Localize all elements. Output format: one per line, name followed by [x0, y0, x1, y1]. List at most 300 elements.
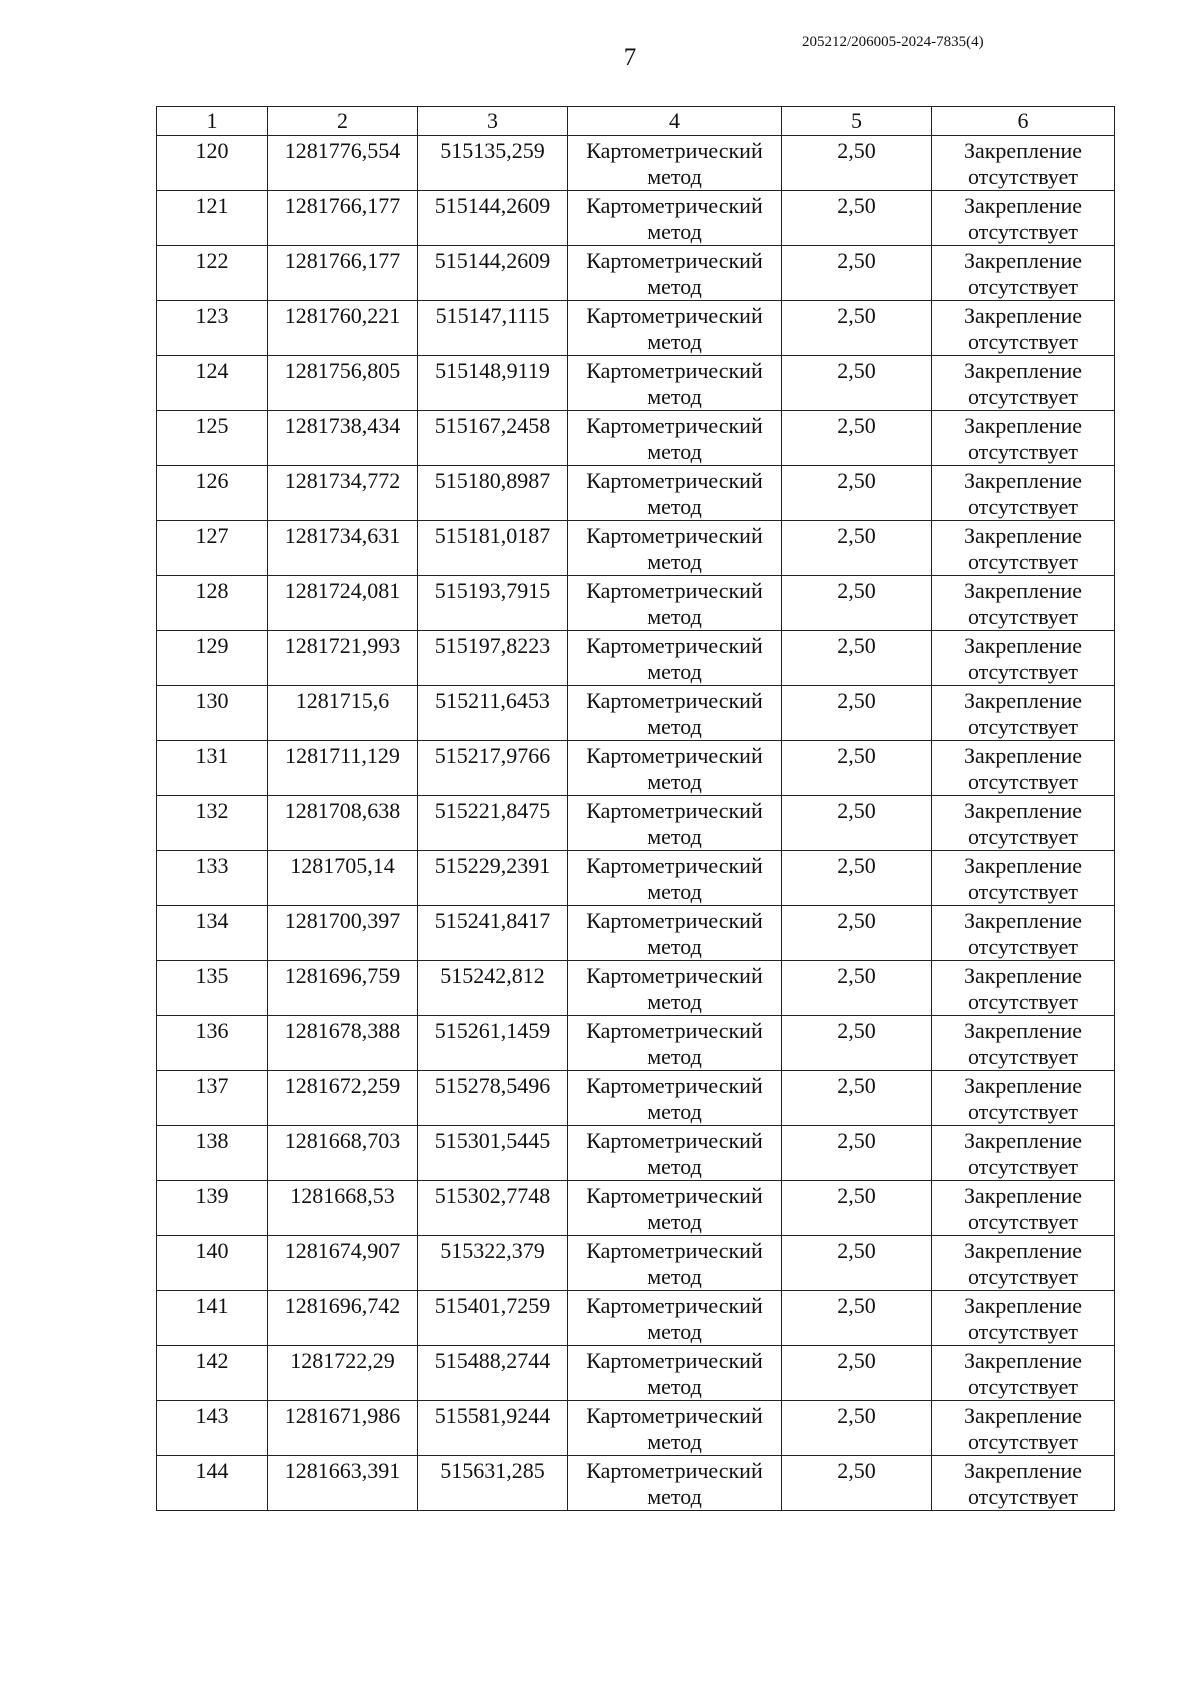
y-coordinate-text: 515167,2458 [434, 413, 551, 438]
method-text: Картометрический [586, 633, 763, 658]
fixation-text: отсутствует [967, 604, 1079, 629]
y-coordinate-text: 515278,5496 [434, 1073, 551, 1098]
table-row [157, 1071, 1115, 1126]
accuracy-cell [782, 961, 932, 1016]
table-body [157, 136, 1115, 1511]
accuracy-text: 2,50 [837, 798, 876, 823]
x-coordinate-cell [268, 1456, 418, 1511]
method-text: Картометрический [586, 963, 763, 988]
accuracy-cell [782, 246, 932, 301]
fixation-text: Закрепление [963, 963, 1083, 988]
point-number-cell [157, 851, 268, 906]
y-coordinate-text: 515193,7915 [434, 578, 551, 603]
method-cell [568, 1401, 782, 1456]
fixation-cell [932, 796, 1115, 851]
table-row [157, 356, 1115, 411]
fixation-text: отсутствует [967, 274, 1079, 299]
method-text: Картометрический [586, 853, 763, 878]
method-cell [568, 1346, 782, 1401]
accuracy-cell [782, 741, 932, 796]
x-coordinate-cell [268, 851, 418, 906]
fixation-text: Закрепление [963, 193, 1083, 218]
method-text: метод [647, 1319, 702, 1344]
x-coordinate-text: 1281734,772 [284, 468, 401, 493]
accuracy-cell [782, 1016, 932, 1071]
y-coordinate-cell [418, 301, 568, 356]
accuracy-cell [782, 1236, 932, 1291]
fixation-cell [932, 356, 1115, 411]
method-text: Картометрический [586, 1403, 763, 1428]
accuracy-text: 2,50 [837, 633, 876, 658]
x-coordinate-cell [268, 246, 418, 301]
y-coordinate-cell [418, 1181, 568, 1236]
x-coordinate-cell [268, 466, 418, 521]
table-row [157, 851, 1115, 906]
table-row [157, 1456, 1115, 1511]
x-coordinate-text: 1281671,986 [284, 1403, 401, 1428]
y-coordinate-cell [418, 906, 568, 961]
fixation-text: отсутствует [967, 934, 1079, 959]
method-text: метод [647, 164, 702, 189]
column-header: 2 [268, 107, 418, 136]
table-row [157, 1346, 1115, 1401]
table-row [157, 136, 1115, 191]
x-coordinate-cell [268, 796, 418, 851]
table-row [157, 1126, 1115, 1181]
point-number-text: 144 [195, 1458, 229, 1483]
fixation-cell [932, 851, 1115, 906]
table-header-row [157, 107, 1115, 136]
fixation-text: отсутствует [967, 329, 1079, 354]
x-coordinate-cell [268, 1346, 418, 1401]
method-cell [568, 1071, 782, 1126]
fixation-text: отсутствует [967, 989, 1079, 1014]
y-coordinate-text: 515147,1115 [435, 303, 550, 328]
point-number-cell [157, 356, 268, 411]
table-row [157, 466, 1115, 521]
method-cell [568, 521, 782, 576]
accuracy-cell [782, 1181, 932, 1236]
fixation-text: отсутствует [967, 219, 1079, 244]
y-coordinate-text: 515302,7748 [434, 1183, 551, 1208]
y-coordinate-cell [418, 1126, 568, 1181]
x-coordinate-cell [268, 191, 418, 246]
table-row [157, 246, 1115, 301]
method-text: Картометрический [586, 413, 763, 438]
fixation-text: Закрепление [963, 138, 1083, 163]
method-cell [568, 191, 782, 246]
point-number-text: 123 [195, 303, 229, 328]
x-coordinate-cell [268, 686, 418, 741]
point-number-cell [157, 1181, 268, 1236]
method-text: Картометрический [586, 743, 763, 768]
method-cell [568, 1291, 782, 1346]
x-coordinate-text: 1281721,993 [284, 633, 401, 658]
column-header: 4 [568, 107, 782, 136]
fixation-text: отсутствует [967, 1319, 1079, 1344]
y-coordinate-cell [418, 851, 568, 906]
y-coordinate-text: 515135,259 [440, 138, 545, 163]
method-text: Картометрический [586, 798, 763, 823]
fixation-text: Закрепление [963, 633, 1083, 658]
method-text: метод [647, 769, 702, 794]
x-coordinate-text: 1281708,638 [284, 798, 401, 823]
accuracy-cell [782, 631, 932, 686]
y-coordinate-text: 515488,2744 [434, 1348, 551, 1373]
method-text: метод [647, 274, 702, 299]
point-number-cell [157, 136, 268, 191]
y-coordinate-cell [418, 686, 568, 741]
fixation-text: отсутствует [967, 164, 1079, 189]
fixation-text: Закрепление [963, 413, 1083, 438]
fixation-text: отсутствует [967, 714, 1079, 739]
accuracy-cell [782, 1071, 932, 1126]
fixation-text: Закрепление [963, 1403, 1083, 1428]
point-number-cell [157, 1291, 268, 1346]
fixation-cell [932, 1181, 1115, 1236]
point-number-cell [157, 796, 268, 851]
method-cell [568, 576, 782, 631]
x-coordinate-text: 1281724,081 [284, 578, 401, 603]
point-number-text: 140 [195, 1238, 229, 1263]
method-text: метод [647, 1264, 702, 1289]
fixation-cell [932, 1016, 1115, 1071]
fixation-text: отсутствует [967, 549, 1079, 574]
method-text: метод [647, 384, 702, 409]
y-coordinate-text: 515261,1459 [434, 1018, 551, 1043]
accuracy-cell [782, 1126, 932, 1181]
table-row [157, 576, 1115, 631]
method-text: Картометрический [586, 1128, 763, 1153]
point-number-text: 124 [195, 358, 229, 383]
fixation-text: Закрепление [963, 743, 1083, 768]
column-header: 3 [418, 107, 568, 136]
fixation-text: Закрепление [963, 688, 1083, 713]
table-row [157, 1181, 1115, 1236]
fixation-text: Закрепление [963, 468, 1083, 493]
accuracy-cell [782, 796, 932, 851]
y-coordinate-cell [418, 411, 568, 466]
x-coordinate-text: 1281663,391 [284, 1458, 401, 1483]
y-coordinate-cell [418, 1071, 568, 1126]
x-coordinate-cell [268, 136, 418, 191]
fixation-text: Закрепление [963, 358, 1083, 383]
method-cell [568, 906, 782, 961]
method-text: Картометрический [586, 1183, 763, 1208]
y-coordinate-cell [418, 246, 568, 301]
y-coordinate-text: 515144,2609 [434, 193, 551, 218]
x-coordinate-text: 1281738,434 [284, 413, 401, 438]
method-cell [568, 1456, 782, 1511]
method-text: метод [647, 989, 702, 1014]
fixation-text: отсутствует [967, 1099, 1079, 1124]
accuracy-text: 2,50 [837, 358, 876, 383]
y-coordinate-cell [418, 1291, 568, 1346]
x-coordinate-text: 1281734,631 [284, 523, 401, 548]
fixation-cell [932, 576, 1115, 631]
x-coordinate-cell [268, 1071, 418, 1126]
accuracy-text: 2,50 [837, 1183, 876, 1208]
table-row [157, 686, 1115, 741]
point-number-cell [157, 411, 268, 466]
column-header: 5 [782, 107, 932, 136]
fixation-cell [932, 741, 1115, 796]
y-coordinate-text: 515211,6453 [435, 688, 550, 713]
accuracy-text: 2,50 [837, 523, 876, 548]
fixation-cell [932, 631, 1115, 686]
fixation-text: отсутствует [967, 494, 1079, 519]
method-text: метод [647, 934, 702, 959]
x-coordinate-cell [268, 356, 418, 411]
table-row [157, 961, 1115, 1016]
accuracy-cell [782, 411, 932, 466]
point-number-text: 134 [195, 908, 229, 933]
fixation-cell [932, 1071, 1115, 1126]
x-coordinate-cell [268, 411, 418, 466]
accuracy-text: 2,50 [837, 1348, 876, 1373]
point-number-cell [157, 576, 268, 631]
accuracy-text: 2,50 [837, 688, 876, 713]
fixation-text: Закрепление [963, 1238, 1083, 1263]
accuracy-cell [782, 191, 932, 246]
y-coordinate-text: 515148,9119 [435, 358, 550, 383]
method-text: Картометрический [586, 138, 763, 163]
fixation-text: Закрепление [963, 1128, 1083, 1153]
accuracy-cell [782, 851, 932, 906]
fixation-text: отсутствует [967, 1044, 1079, 1069]
table-row [157, 301, 1115, 356]
fixation-cell [932, 1401, 1115, 1456]
x-coordinate-text: 1281766,177 [284, 248, 401, 273]
x-coordinate-text: 1281711,129 [285, 743, 400, 768]
accuracy-text: 2,50 [837, 1073, 876, 1098]
accuracy-cell [782, 686, 932, 741]
table-row [157, 191, 1115, 246]
accuracy-text: 2,50 [837, 1403, 876, 1428]
x-coordinate-cell [268, 961, 418, 1016]
point-number-cell [157, 1071, 268, 1126]
column-header: 1 [157, 107, 268, 136]
method-text: метод [647, 1209, 702, 1234]
method-cell [568, 136, 782, 191]
y-coordinate-text: 515217,9766 [434, 743, 551, 768]
accuracy-text: 2,50 [837, 908, 876, 933]
accuracy-text: 2,50 [837, 963, 876, 988]
method-cell [568, 246, 782, 301]
x-coordinate-text: 1281672,259 [284, 1073, 401, 1098]
y-coordinate-text: 515221,8475 [434, 798, 551, 823]
x-coordinate-cell [268, 301, 418, 356]
accuracy-text: 2,50 [837, 1458, 876, 1483]
method-text: Картометрический [586, 1238, 763, 1263]
fixation-text: Закрепление [963, 1073, 1083, 1098]
y-coordinate-text: 515581,9244 [434, 1403, 551, 1428]
point-number-text: 141 [195, 1293, 229, 1318]
page-number: 7 [623, 44, 637, 71]
method-text: метод [647, 1154, 702, 1179]
fixation-cell [932, 466, 1115, 521]
method-text: метод [647, 1099, 702, 1124]
point-number-cell [157, 191, 268, 246]
x-coordinate-cell [268, 1291, 418, 1346]
x-coordinate-cell [268, 906, 418, 961]
fixation-text: Закрепление [963, 908, 1083, 933]
x-coordinate-cell [268, 576, 418, 631]
point-number-text: 127 [195, 523, 229, 548]
x-coordinate-text: 1281678,388 [284, 1018, 401, 1043]
method-text: метод [647, 329, 702, 354]
accuracy-cell [782, 466, 932, 521]
fixation-cell [932, 191, 1115, 246]
table-row [157, 741, 1115, 796]
y-coordinate-cell [418, 521, 568, 576]
point-number-text: 121 [195, 193, 229, 218]
method-text: Картометрический [586, 1018, 763, 1043]
x-coordinate-cell [268, 1016, 418, 1071]
accuracy-text: 2,50 [837, 743, 876, 768]
fixation-cell [932, 1456, 1115, 1511]
fixation-cell [932, 686, 1115, 741]
table-row [157, 1291, 1115, 1346]
point-number-text: 138 [195, 1128, 229, 1153]
point-number-cell [157, 521, 268, 576]
y-coordinate-cell [418, 136, 568, 191]
method-text: метод [647, 1429, 702, 1454]
method-text: метод [647, 1044, 702, 1069]
y-coordinate-text: 515144,2609 [434, 248, 551, 273]
method-text: метод [647, 659, 702, 684]
method-text: метод [647, 714, 702, 739]
y-coordinate-text: 515401,7259 [434, 1293, 551, 1318]
point-number-text: 137 [195, 1073, 229, 1098]
method-cell [568, 631, 782, 686]
method-text: Картометрический [586, 908, 763, 933]
y-coordinate-cell [418, 1401, 568, 1456]
point-number-cell [157, 686, 268, 741]
method-text: метод [647, 824, 702, 849]
fixation-text: отсутствует [967, 1429, 1079, 1454]
method-text: Картометрический [586, 303, 763, 328]
y-coordinate-text: 515301,5445 [434, 1128, 551, 1153]
y-coordinate-cell [418, 1236, 568, 1291]
method-text: метод [647, 439, 702, 464]
accuracy-text: 2,50 [837, 853, 876, 878]
table-row [157, 796, 1115, 851]
fixation-text: Закрепление [963, 578, 1083, 603]
x-coordinate-cell [268, 741, 418, 796]
fixation-cell [932, 906, 1115, 961]
point-number-text: 129 [195, 633, 229, 658]
y-coordinate-text: 515181,0187 [434, 523, 551, 548]
point-number-text: 132 [195, 798, 229, 823]
fixation-text: отсутствует [967, 1264, 1079, 1289]
point-number-cell [157, 246, 268, 301]
fixation-text: Закрепление [963, 1183, 1083, 1208]
method-text: Картометрический [586, 193, 763, 218]
fixation-text: отсутствует [967, 1154, 1079, 1179]
fixation-cell [932, 1346, 1115, 1401]
y-coordinate-text: 515197,8223 [434, 633, 551, 658]
fixation-cell [932, 1236, 1115, 1291]
accuracy-cell [782, 1456, 932, 1511]
fixation-text: отсутствует [967, 824, 1079, 849]
point-number-text: 125 [195, 413, 229, 438]
method-text: Картометрический [586, 523, 763, 548]
method-cell [568, 1181, 782, 1236]
fixation-text: Закрепление [963, 1348, 1083, 1373]
fixation-text: отсутствует [967, 1484, 1079, 1509]
y-coordinate-cell [418, 961, 568, 1016]
y-coordinate-cell [418, 741, 568, 796]
accuracy-text: 2,50 [837, 1293, 876, 1318]
fixation-cell [932, 136, 1115, 191]
fixation-text: отсутствует [967, 1209, 1079, 1234]
accuracy-cell [782, 136, 932, 191]
x-coordinate-cell [268, 1236, 418, 1291]
method-text: метод [647, 494, 702, 519]
x-coordinate-text: 1281776,554 [284, 138, 401, 163]
y-coordinate-text: 515180,8987 [434, 468, 551, 493]
accuracy-text: 2,50 [837, 1238, 876, 1263]
point-number-text: 120 [195, 138, 229, 163]
method-cell [568, 1016, 782, 1071]
method-text: Картометрический [586, 578, 763, 603]
accuracy-cell [782, 576, 932, 631]
point-number-cell [157, 301, 268, 356]
fixation-text: отсутствует [967, 879, 1079, 904]
method-cell [568, 466, 782, 521]
x-coordinate-text: 1281668,53 [290, 1183, 395, 1208]
fixation-text: Закрепление [963, 1293, 1083, 1318]
x-coordinate-text: 1281696,742 [284, 1293, 401, 1318]
x-coordinate-text: 1281674,907 [284, 1238, 401, 1263]
fixation-cell [932, 301, 1115, 356]
x-coordinate-text: 1281700,397 [284, 908, 401, 933]
document-id: 205212/206005-2024-7835(4) [802, 34, 984, 50]
y-coordinate-cell [418, 796, 568, 851]
point-number-cell [157, 1126, 268, 1181]
y-coordinate-text: 515322,379 [440, 1238, 545, 1263]
fixation-cell [932, 521, 1115, 576]
fixation-text: Закрепление [963, 248, 1083, 273]
y-coordinate-cell [418, 1346, 568, 1401]
point-number-cell [157, 466, 268, 521]
point-number-text: 133 [195, 853, 229, 878]
table-row [157, 906, 1115, 961]
x-coordinate-text: 1281756,805 [284, 358, 401, 383]
point-number-cell [157, 1016, 268, 1071]
method-cell [568, 961, 782, 1016]
table-row [157, 1016, 1115, 1071]
accuracy-text: 2,50 [837, 248, 876, 273]
fixation-cell [932, 411, 1115, 466]
fixation-text: отсутствует [967, 1374, 1079, 1399]
y-coordinate-text: 515229,2391 [434, 853, 551, 878]
accuracy-text: 2,50 [837, 193, 876, 218]
y-coordinate-cell [418, 631, 568, 686]
table-row [157, 411, 1115, 466]
accuracy-text: 2,50 [837, 138, 876, 163]
fixation-cell [932, 961, 1115, 1016]
y-coordinate-cell [418, 576, 568, 631]
x-coordinate-text: 1281766,177 [284, 193, 401, 218]
method-cell [568, 356, 782, 411]
accuracy-cell [782, 1346, 932, 1401]
fixation-text: Закрепление [963, 1458, 1083, 1483]
method-text: Картометрический [586, 1293, 763, 1318]
fixation-text: отсутствует [967, 769, 1079, 794]
method-text: Картометрический [586, 1348, 763, 1373]
